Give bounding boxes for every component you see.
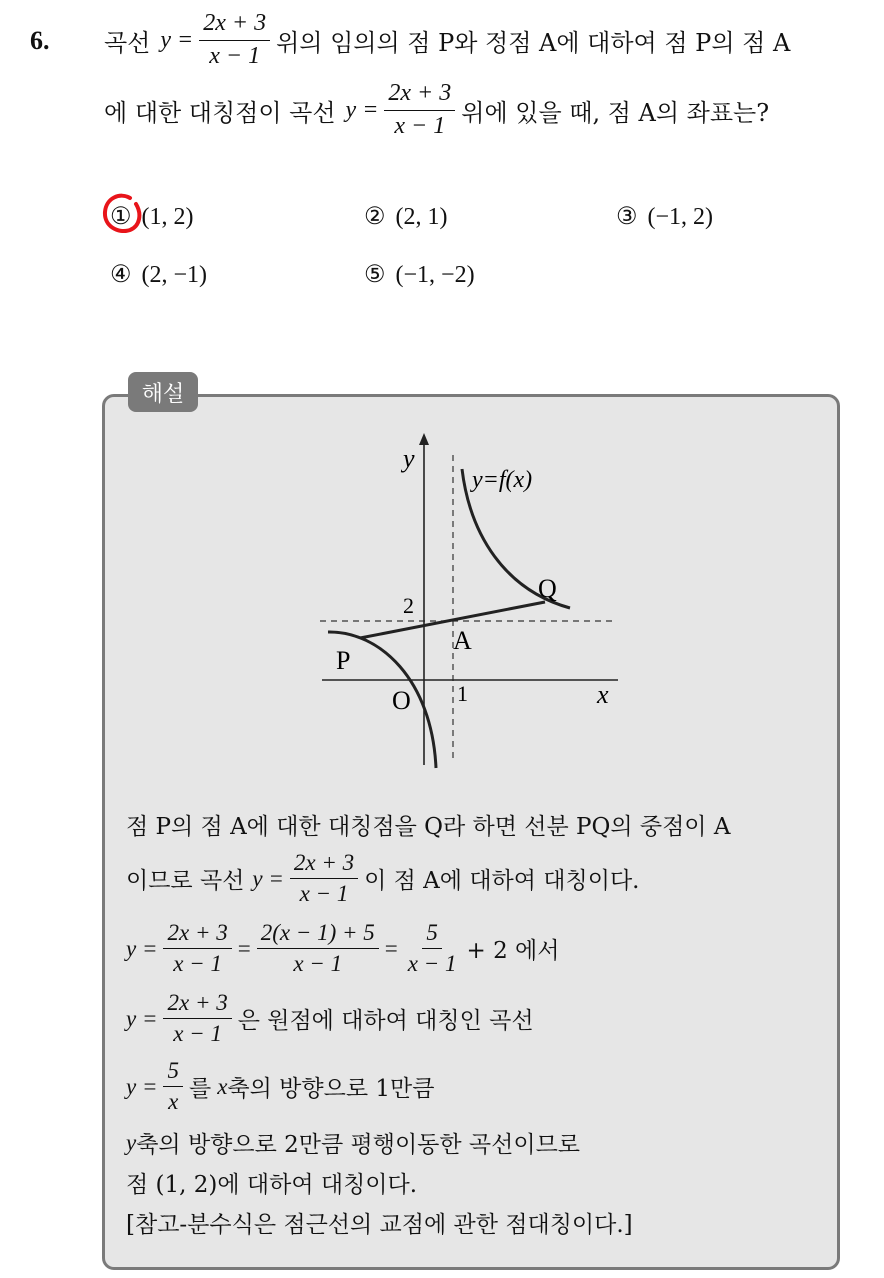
fraction xyxy=(257,920,379,978)
choice-mark: ③ xyxy=(616,202,638,230)
fraction xyxy=(163,990,231,1048)
question-line-1 xyxy=(104,10,790,70)
fraction-denominator: x − 1 xyxy=(173,951,222,977)
math-var: y xyxy=(126,1129,137,1155)
tick-1-label: 1 xyxy=(457,681,468,706)
y-axis-label: y xyxy=(403,444,415,473)
equals-sign: = xyxy=(384,935,398,961)
question-text: 에 대한 대칭점이 곡선 xyxy=(104,98,336,127)
math-var: y = xyxy=(126,1005,158,1031)
math-var: y = xyxy=(126,1073,158,1099)
solution-text: 점 P의 점 A에 대한 대칭점을 Q라 하면 선분 PQ의 중점이 A xyxy=(126,814,731,840)
question-text: 위에 있을 때, 점 A의 좌표는? xyxy=(461,98,770,127)
solution-line-2 xyxy=(126,850,639,908)
fraction-denominator: x − 1 xyxy=(209,42,261,69)
question-text: 곡선 xyxy=(104,28,151,57)
choice-value: (1, 2) xyxy=(141,204,194,230)
solution-text: 축의 방향으로 1만큼 xyxy=(227,1076,435,1103)
fraction-numerator: 2x + 3 xyxy=(163,990,231,1019)
math-var: y = xyxy=(160,26,194,53)
solution-text: 이므로 곡선 xyxy=(126,868,245,895)
fraction-numerator: 2x + 3 xyxy=(199,10,270,41)
fraction-denominator: x − 1 xyxy=(394,112,446,139)
choice-5[interactable] xyxy=(364,260,475,289)
solution-text: + 2 에서 xyxy=(466,938,560,965)
solution-note: [참고-분수식은 점근선의 교점에 관한 점대칭이다.] xyxy=(126,1212,633,1238)
choice-value: (2, −1) xyxy=(141,262,208,288)
origin-label: O xyxy=(392,686,411,715)
fraction-numerator: 2x + 3 xyxy=(290,850,358,879)
choice-mark: ② xyxy=(364,202,386,230)
point-p-label: P xyxy=(336,646,351,675)
math-var: y = xyxy=(126,935,158,961)
fraction-denominator: x − 1 xyxy=(173,1021,222,1047)
choice-mark: ① xyxy=(110,202,132,230)
point-a-label: A xyxy=(453,626,472,655)
choice-3[interactable] xyxy=(616,202,713,231)
solution-line-8 xyxy=(126,1206,633,1239)
solution-graph xyxy=(300,425,630,775)
math-var: y = xyxy=(345,96,379,123)
choice-value: (−1, 2) xyxy=(647,204,714,230)
fraction-denominator: x xyxy=(168,1089,179,1115)
fraction-denominator: x − 1 xyxy=(407,951,457,977)
y-axis-arrow-icon xyxy=(419,433,429,445)
solution-line-6 xyxy=(126,1126,580,1159)
choice-value: (−1, −2) xyxy=(395,262,475,288)
fraction xyxy=(290,850,358,908)
x-axis-label: x xyxy=(597,680,609,709)
fraction-numerator: 5 xyxy=(422,920,442,949)
question-text: 위의 임의의 점 P와 정점 A에 대하여 점 P의 점 A xyxy=(276,28,791,57)
choice-1[interactable] xyxy=(110,202,194,231)
tick-2-label: 2 xyxy=(403,593,414,618)
solution-text: 를 xyxy=(188,1076,212,1103)
solution-line-4 xyxy=(126,990,534,1048)
fraction-numerator: 2x + 3 xyxy=(163,920,231,949)
choice-mark: ⑤ xyxy=(364,260,386,288)
fraction-numerator: 2(x − 1) + 5 xyxy=(257,920,379,949)
choice-mark: ④ xyxy=(110,260,132,288)
equals-sign: = xyxy=(237,935,251,961)
solution-text: 축의 방향으로 2만큼 평행이동한 곡선이므로 xyxy=(136,1132,581,1158)
question-line-2 xyxy=(104,80,769,140)
curve-label: y=f(x) xyxy=(472,467,533,493)
solution-line-5 xyxy=(126,1058,434,1116)
point-q-label: Q xyxy=(538,574,557,603)
solution-line-1 xyxy=(126,808,730,841)
solution-text: 점 (1, 2)에 대하여 대칭이다. xyxy=(126,1172,418,1198)
fraction xyxy=(384,80,455,140)
choice-4[interactable] xyxy=(110,260,207,289)
fraction-denominator: x − 1 xyxy=(293,951,343,977)
solution-tag: 해설 xyxy=(128,372,198,412)
solution-text: 은 원점에 대하여 대칭인 곡선 xyxy=(237,1008,534,1035)
solution-text: 이 점 A에 대하여 대칭이다. xyxy=(364,868,640,895)
choice-2[interactable] xyxy=(364,202,448,231)
fraction xyxy=(199,10,270,70)
fraction-numerator: 2x + 3 xyxy=(384,80,455,111)
math-var: y = xyxy=(252,865,284,891)
question-number: 6. xyxy=(30,26,50,55)
fraction xyxy=(404,920,461,978)
solution-line-7 xyxy=(126,1166,417,1199)
fraction-denominator: x − 1 xyxy=(299,881,349,907)
fraction-numerator: 5 xyxy=(163,1058,183,1087)
fraction xyxy=(163,1058,183,1116)
solution-line-3 xyxy=(126,920,559,978)
math-var: x xyxy=(217,1073,228,1099)
fraction xyxy=(163,920,231,978)
choice-value: (2, 1) xyxy=(395,204,448,230)
